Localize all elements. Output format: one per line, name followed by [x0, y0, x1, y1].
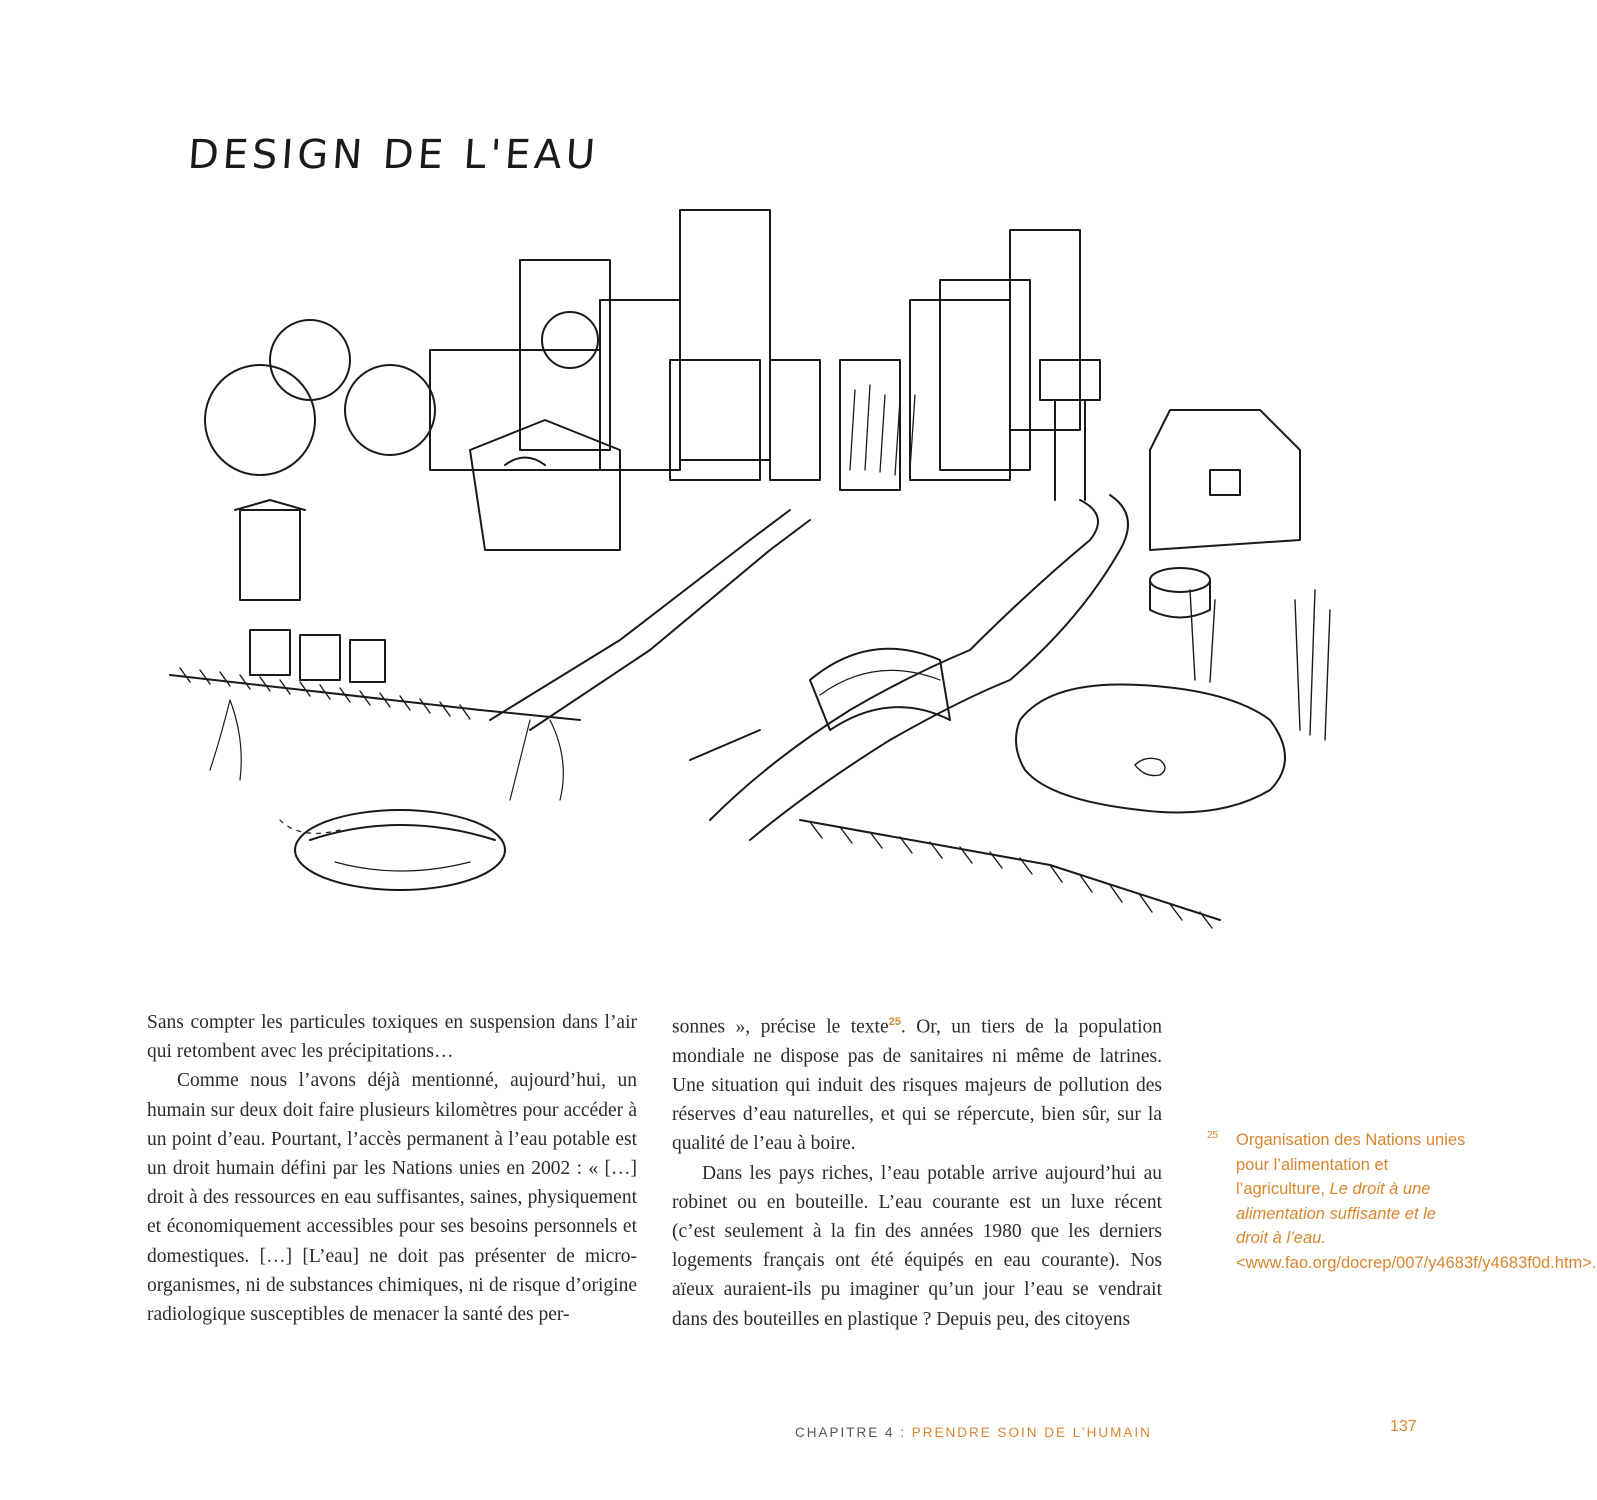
paragraph: Sans compter les particules toxiques en suspension dans l’air qui retombent avec les précipitations… [147, 1012, 637, 1063]
left-text-column [147, 1008, 637, 1329]
paragraph: Dans les pays riches, l’eau potable arrive aujourd’hui au robinet ou en bouteille. L’eau courante est un luxe récent (c’est seulement à la fin des années 1980 que les derniers logements français ont été équipés en eau courante). Nos aïeux auraient-ils pu imaginer qu’un jour l’eau se vendrait dans des bouteilles en plastique ? Depuis peu, des citoyens [672, 1162, 1162, 1330]
paragraph-text: sonnes », précise le texte [672, 1016, 889, 1038]
chapter-label: CHAPITRE 4 : [795, 1425, 912, 1440]
footnote-number: 25 [1207, 1130, 1219, 1141]
footnote-text [1236, 1128, 1597, 1275]
running-footer [795, 1425, 1152, 1440]
paragraph [672, 1008, 1162, 1159]
footnote-reference[interactable]: 25 [888, 1016, 901, 1028]
footnote [1207, 1128, 1597, 1275]
water-design-illustration [150, 120, 1380, 950]
paragraph-text: . Or, un tiers de la population mondiale ne dispose pas de sanitaires ni même de latrines. Une situation qui induit des risques majeurs de pollution des réserves d’eau naturelles, et qui se répercute, bien sûr, sur la qualité de l’eau à boire. [672, 1016, 1163, 1155]
illustration-title: DESIGN DE L'EAU [186, 132, 601, 178]
paragraph: Comme nous l’avons déjà mentionné, aujourd’hui, un humain sur deux doit faire plusieurs kilomètres pour accéder à un point d’eau. Pourtant, l’accès permanent à l’eau potable est un droit humain défini par les Nations unies en 2002 : « […] droit à des ressources en eau suffisantes, saines, physiquement et économiquement accessibles pour ses besoins personnels et domestiques. […] [L’eau] ne doit pas présenter de micro-organismes, ni de substances chimiques, ni de risque d’origine radiologique susceptibles de menacer la santé des per- [147, 1070, 637, 1326]
right-text-column [672, 1008, 1162, 1334]
footnote-url[interactable]: <www.fao.org/docrep/007/y4683f/y4683f0d.htm>. [1236, 1253, 1597, 1272]
chapter-title: PRENDRE SOIN DE L’HUMAIN [911, 1425, 1152, 1440]
footnote-source: Organisation des Nations unies pour l’alimentation et l’agriculture, [1236, 1131, 1466, 1198]
footnote-title: Le droit à une alimentation suffisante et le droit à l’eau. [1236, 1180, 1436, 1247]
page-number: 137 [1390, 1418, 1417, 1435]
